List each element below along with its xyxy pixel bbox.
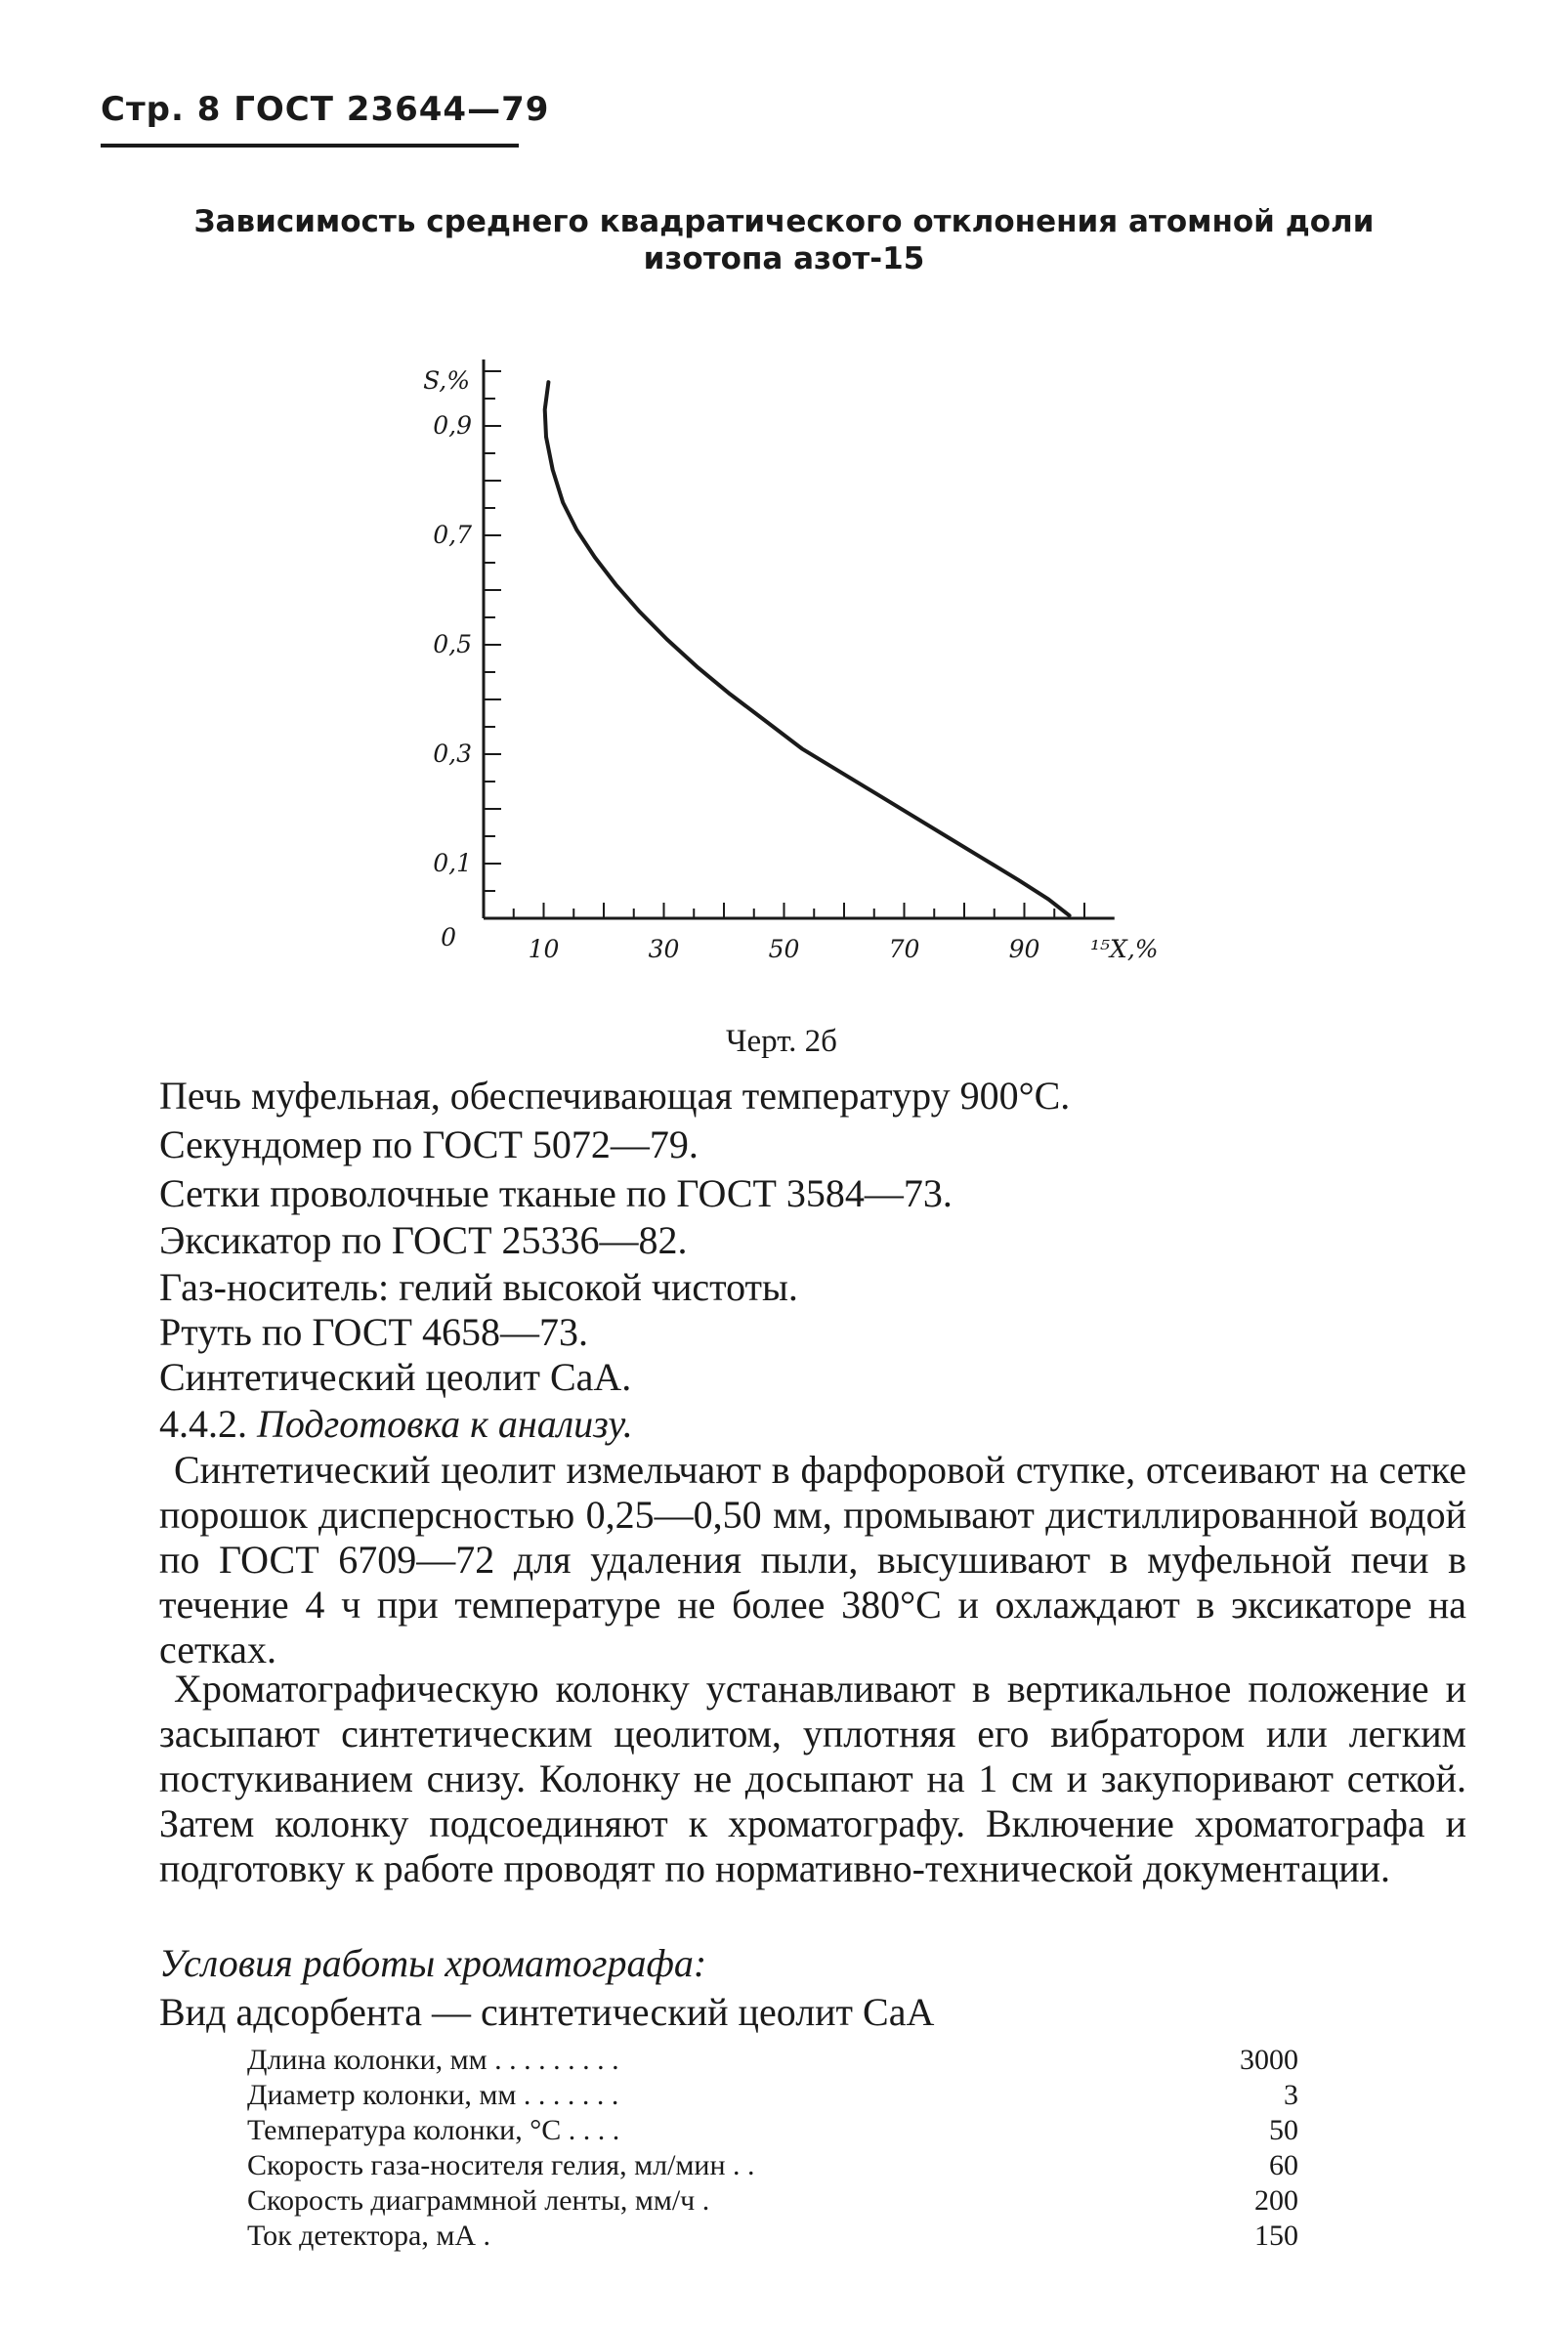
x-axis-label: ¹⁵X,% bbox=[1090, 935, 1159, 963]
section-heading bbox=[159, 1401, 633, 1447]
y-tick-label: 0,3 bbox=[433, 740, 472, 768]
param-label: Скорость газа-носителя гелия, мл/мин . . bbox=[247, 2149, 755, 2181]
equipment-line-5: Газ-носитель: гелий высокой чистоты. bbox=[159, 1265, 798, 1309]
x-tick-label: 50 bbox=[768, 935, 800, 963]
param-value: 3000 bbox=[1240, 2044, 1298, 2076]
section-title: Подготовка к анализу. bbox=[257, 1402, 633, 1446]
y-tick-label: 0,1 bbox=[433, 849, 472, 877]
adsorbent-line: Вид адсорбента — синтетический цеолит СаА bbox=[159, 1990, 935, 2034]
y-tick-label: 0,9 bbox=[433, 411, 472, 440]
origin-label: 0 bbox=[441, 923, 456, 952]
equipment-line-2: Секундомер по ГОСТ 5072—79. bbox=[159, 1122, 699, 1166]
param-value: 3 bbox=[1284, 2079, 1298, 2111]
series-line bbox=[545, 382, 1070, 915]
param-value: 60 bbox=[1269, 2149, 1298, 2181]
header-rule bbox=[101, 144, 519, 148]
param-label: Скорость диаграммной ленты, мм/ч . bbox=[247, 2184, 710, 2217]
x-tick-label: 10 bbox=[528, 935, 560, 963]
figure-title-line-1: Зависимость среднего квадратического отклонения атомной доли bbox=[193, 204, 1375, 239]
y-axis-label: S,% bbox=[423, 366, 470, 395]
param-value: 200 bbox=[1254, 2184, 1298, 2217]
equipment-line-3: Сетки проволочные тканые по ГОСТ 3584—73. bbox=[159, 1171, 953, 1215]
figure-caption: Черт. 2б bbox=[726, 1024, 837, 1059]
param-label: Температура колонки, °С . . . . bbox=[247, 2114, 620, 2146]
y-tick-label: 0,5 bbox=[433, 630, 472, 658]
paragraph-preparation: Синтетический цеолит измельчают в фарфоровой ступке, отсеивают на сетке порошок дисперсностью 0,25—0,50 мм, промывают дистиллированной водой по ГОСТ 6709—72 для удаления пыли, высушивают в муфельной печи в течение 4 ч при температуре не более 380°С и охлаждают в эксикаторе на сетках. bbox=[159, 1448, 1466, 1671]
chart bbox=[371, 313, 1172, 987]
paragraph-column: Хроматографическую колонку устанавливают в вертикальное положение и засыпают синтетическим цеолитом, уплотняя его вибратором или легким постукиванием снизу. Колонку не досыпают на 1 см и закупоривают сеткой. Затем колонку подсоединяют к хроматографу. Включение хроматографа и подготовку к работе проводят по нормативно-технической документации. bbox=[159, 1667, 1466, 1890]
figure-title-line-2: изотопа азот-15 bbox=[643, 241, 925, 276]
y-tick-label: 0,7 bbox=[433, 521, 472, 549]
page-header: Стр. 8 ГОСТ 23644—79 bbox=[101, 90, 550, 129]
equipment-line-4: Эксикатор по ГОСТ 25336—82. bbox=[159, 1218, 688, 1262]
x-tick-label: 30 bbox=[648, 935, 680, 963]
equipment-line-7: Синтетический цеолит СаА. bbox=[159, 1355, 632, 1399]
x-tick-label: 90 bbox=[1008, 935, 1040, 963]
x-tick-label: 70 bbox=[888, 935, 920, 963]
param-value: 150 bbox=[1254, 2220, 1298, 2252]
param-label: Ток детектора, мА . bbox=[247, 2220, 491, 2252]
param-label: Длина колонки, мм . . . . . . . . . bbox=[247, 2044, 619, 2076]
param-value: 50 bbox=[1269, 2114, 1298, 2146]
section-number: 4.4.2. bbox=[159, 1402, 247, 1446]
param-label: Диаметр колонки, мм . . . . . . . bbox=[247, 2079, 619, 2111]
equipment-line-1: Печь муфельная, обеспечивающая температуру 900°С. bbox=[159, 1074, 1071, 1118]
equipment-line-6: Ртуть по ГОСТ 4658—73. bbox=[159, 1310, 588, 1354]
conditions-title: Условия работы хроматографа: bbox=[159, 1941, 707, 1985]
